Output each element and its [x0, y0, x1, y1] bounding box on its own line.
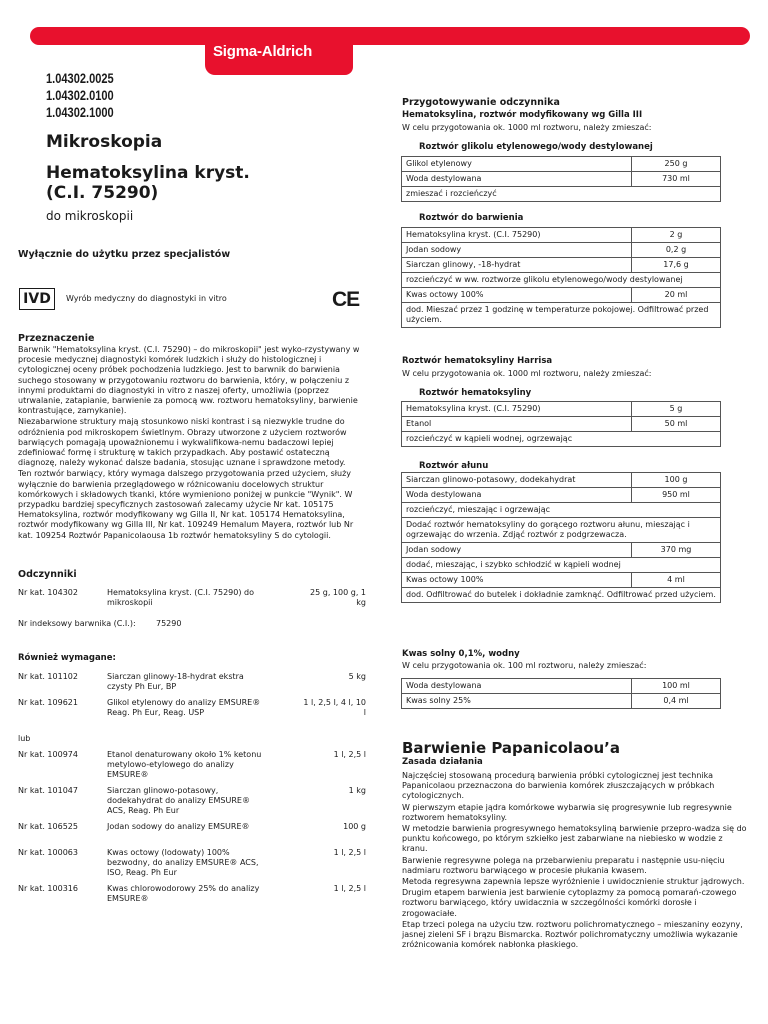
purpose-paragraph: Ten roztwór barwiący, który wymaga dalszego przygotowania przed użyciem, służy wyłącznie do barwienia przeglądowego w różnicowaniu docelowych struktur komórkowych i składowych tkanki, które wymieniono poniżej w punkcie "Wynik". W przypadku bardziej specyficznych zastosowań zalecamy użycie Nr kat. 105175 Hematoksylina, roztwór modyfikowany wg Gilla II, Nr kat. 105174 Hematoksylina, roztwór modyfikowany wg Gilla III, Nr kat. 109249 Hemalum Mayera, roztwór lub Nr kat. 109254 Roztwór Papanicolaousa 1b roztwór hematoksyliny S do cytologii. [18, 469, 354, 540]
reagent-name: Hematoksylina kryst. (C.I. 75290) do mikroskopii [107, 588, 254, 607]
purpose-paragraph: Niezabarwione struktury mają stosunkowo niski kontrast i są niezwykle trudne do odróżnienia pod mikroskopem świetlnym. Obrazy utworzone z użyciem roztworów barwiących pomagają upoważnionemu i wykwalifikowa-nemu badaczowi lepiej zdefiniować formę i strukturę w takich przypadkach. Aby postawić ostateczną diagnozę, należy wykonać dalsze badania, stosując uznane i sprawdzone metody. [18, 417, 347, 468]
table-cell-instruction: rozcieńczyć w ww. roztworze glikolu etylenowego/wody destylowanej [402, 273, 721, 288]
required-item-qty: 100 g [343, 822, 366, 831]
principle-paragraph: Etap trzeci polega na użyciu tzw. roztworu polichromatycznego – mieszaniny eozyny, jasnej zieleni SF i brązu Bismarcka. Roztwór polichromatyczny umożliwia wykazanie zróżnicowania komórek nabłonka płaskiego. [402, 919, 743, 950]
required-item-name: Kwas chlorowodorowy 25% do analizy EMSURE® [107, 884, 260, 903]
table-title: Roztwór ałunu [419, 461, 489, 471]
prep-heading: Przygotowywanie odczynnika [402, 97, 560, 108]
table-cell-instruction: dod. Odfiltrować do butelek i dokładnie zamknąć. Odfiltrować przed użyciem. [402, 588, 721, 603]
table-cell-instruction: Dodać roztwór hematoksyliny do gorącego roztworu ałunu, mieszając i ogrzewając do wrzenia. Zdjąć roztwór z podgrzewacza. [402, 518, 721, 543]
product-title-line2: (C.I. 75290) [46, 183, 159, 203]
required-item-qty: 1 l, 2,5 l [333, 848, 366, 857]
table-row [402, 228, 721, 243]
table-cell-component: Woda destylowana [402, 488, 632, 503]
table-cell-component: Hematoksylina kryst. (C.I. 75290) [402, 228, 632, 243]
required-item-cat: Nr kat. 106525 [18, 822, 78, 831]
product-title-line1: Hematoksylina kryst. [46, 163, 250, 183]
required-item-qty: 1 l, 2,5 l, 4 l, 10 l [303, 698, 366, 717]
purpose-heading: Przeznaczenie [18, 333, 95, 344]
required-item-qty: 1 kg [348, 786, 366, 795]
table-cell-instruction: zmieszać i rozcieńczyć [402, 187, 721, 202]
required-item-cat: Nr kat. 100063 [18, 848, 78, 857]
brand-logo: Sigma-Aldrich [213, 43, 313, 60]
table-row [402, 503, 721, 518]
principle-paragraph: W metodzie barwienia progresywnego hematoksyliną barwienie przepro-wadza się do punktu końcowego, po którym szkiełko jest zabarwiane na niebiesko w wodzie z kranu. [402, 824, 747, 854]
harris-intro: W celu przygotowania ok. 1000 ml roztworu, należy zmieszać: [402, 369, 652, 378]
table-cell-amount: 20 ml [632, 288, 721, 303]
required-item-cat: Nr kat. 100316 [18, 884, 78, 893]
dye-index-value: 75290 [156, 619, 182, 628]
reagent-qty: 25 g, 100 g, 1 kg [310, 588, 366, 607]
table-cell-amount: 0,4 ml [632, 694, 721, 709]
table-cell-component: Kwas octowy 100% [402, 573, 632, 588]
table-row [402, 679, 721, 694]
table-cell-component: Siarczan glinowy, -18-hydrat [402, 258, 632, 273]
ivd-text: Wyrób medyczny do diagnostyki in vitro [66, 294, 227, 303]
brand-bar [30, 27, 750, 45]
catalog-code: 1.04302.1000 [46, 105, 114, 120]
table-row [402, 417, 721, 432]
table-cell-amount: 370 mg [632, 543, 721, 558]
table-cell-instruction: rozcieńczyć, mieszając i ogrzewając [402, 503, 721, 518]
papanicolaou-heading: Barwienie Papanicolaou’a [402, 739, 620, 757]
hydrochloric-acid-table [401, 678, 721, 709]
table-row [402, 473, 721, 488]
table-cell-amount: 17,6 g [632, 258, 721, 273]
table-title: Roztwór hematoksyliny [419, 388, 532, 398]
table-cell-amount: 0,2 g [632, 243, 721, 258]
acid-intro: W celu przygotowania ok. 100 ml roztworu, należy zmieszać: [402, 661, 647, 670]
table-cell-component: Kwas octowy 100% [402, 288, 632, 303]
glycol-water-table [401, 156, 721, 202]
required-item-name: Siarczan glinowy-18-hydrat ekstra czysty Ph Eur, BP [107, 672, 244, 691]
required-item-name: Siarczan glinowo-potasowy, dodekahydrat do analizy EMSURE® ACS, Reag. Ph Eur [107, 786, 250, 815]
prep-intro: W celu przygotowania ok. 1000 ml roztworu, należy zmieszać: [402, 123, 652, 132]
purpose-text [18, 345, 370, 542]
required-item-cat: Nr kat. 100974 [18, 750, 78, 759]
table-cell-amount: 100 ml [632, 679, 721, 694]
table-cell-instruction: rozcieńczyć w kąpieli wodnej, ogrzewając [402, 432, 721, 447]
table-cell-amount: 5 g [632, 402, 721, 417]
principle-paragraph: W pierwszym etapie jądra komórkowe wybarwia się progresywnie lub regresywnie roztworem hematoksyliny. [402, 802, 732, 822]
principle-paragraph: Metoda regresywna zapewnia lepsze wyróżnienie i uwidocznienie struktur jądrowych. [402, 877, 745, 887]
principle-subheading: Zasada działania [402, 757, 483, 767]
table-row [402, 273, 721, 288]
table-row [402, 172, 721, 187]
table-cell-amount: 4 ml [632, 573, 721, 588]
table-cell-component: Woda destylowana [402, 172, 632, 187]
required-item-cat: Nr kat. 101047 [18, 786, 78, 795]
staining-solution-table [401, 227, 721, 328]
table-cell-component: Jodan sodowy [402, 543, 632, 558]
table-row [402, 187, 721, 202]
papanicolaou-text [402, 771, 747, 951]
catalog-code: 1.04302.0100 [46, 88, 114, 103]
required-item-name: Glikol etylenowy do analizy EMSURE® Reag. Ph Eur, Reag. USP [107, 698, 261, 717]
specialist-notice: Wyłącznie do użytku przez specjalistów [18, 249, 231, 260]
table-cell-amount: 730 ml [632, 172, 721, 187]
table-row [402, 558, 721, 573]
ce-mark-icon: CE [332, 288, 360, 311]
table-row [402, 543, 721, 558]
table-row [402, 518, 721, 543]
reagent-cat: Nr kat. 104302 [18, 588, 78, 597]
table-title: Roztwór do barwienia [419, 213, 524, 223]
required-item-name: Jodan sodowy do analizy EMSURE® [107, 822, 250, 831]
table-cell-amount: 100 g [632, 473, 721, 488]
table-cell-amount: 50 ml [632, 417, 721, 432]
harris-heading: Roztwór hematoksyliny Harrisa [402, 356, 553, 366]
principle-paragraph: Barwienie regresywne polega na przebarwieniu preparatu i następnie usu-nięciu nadmiaru roztworu barwiącego w procesie płukania kwasem. [402, 855, 725, 875]
prep-subheading: Hematoksylina, roztwór modyfikowany wg Gilla III [402, 110, 643, 120]
acid-heading: Kwas solny 0,1%, wodny [402, 649, 520, 659]
alum-solution-table [401, 472, 721, 603]
table-cell-amount: 2 g [632, 228, 721, 243]
required-item-cat: Nr kat. 109621 [18, 698, 78, 707]
table-cell-component: Glikol etylenowy [402, 157, 632, 172]
table-cell-component: Siarczan glinowo-potasowy, dodekahydrat [402, 473, 632, 488]
section-title: Mikroskopia [46, 132, 163, 152]
table-cell-amount: 950 ml [632, 488, 721, 503]
product-title [46, 163, 250, 203]
table-row [402, 402, 721, 417]
dye-index-label: Nr indeksowy barwnika (C.I.): [18, 619, 136, 628]
table-title: Roztwór glikolu etylenowego/wody destylowanej [419, 142, 653, 152]
table-cell-component: Etanol [402, 417, 632, 432]
table-row [402, 258, 721, 273]
principle-paragraph: Drugim etapem barwienia jest barwienie cytoplazmy za pomocą pomarań-czowego roztworu barwiącego, który uwidacznia w szczególności komórki dorosłe i zrogowaciałe. [402, 888, 737, 918]
table-row [402, 157, 721, 172]
required-item-qty: 5 kg [348, 672, 366, 681]
table-cell-instruction: dodać, mieszając, i szybko schłodzić w kąpieli wodnej [402, 558, 721, 573]
table-cell-amount: 250 g [632, 157, 721, 172]
table-cell-component: Jodan sodowy [402, 243, 632, 258]
or-label: lub [18, 734, 31, 743]
product-subtitle: do mikroskopii [46, 209, 134, 223]
required-item-name: Kwas octowy (lodowaty) 100% bezwodny, do analizy EMSURE® ACS, ISO, Reag. Ph Eur [107, 848, 259, 877]
required-item-qty: 1 l, 2,5 l [333, 750, 366, 759]
principle-paragraph: Najczęściej stosowaną procedurą barwienia próbki cytologicznej jest technika Papanicolaou przeznaczona do barwienia komórek złuszczających w próbkach cytologicznych. [402, 771, 715, 801]
required-item-qty: 1 l, 2,5 l [333, 884, 366, 893]
table-cell-instruction: dod. Mieszać przez 1 godzinę w temperaturze pokojowej. Odfiltrować przed użyciem. [402, 303, 721, 328]
ivd-badge: IVD [19, 288, 55, 310]
table-row [402, 432, 721, 447]
required-item-cat: Nr kat. 101102 [18, 672, 78, 681]
table-row [402, 573, 721, 588]
table-cell-component: Woda destylowana [402, 679, 632, 694]
reagents-heading: Odczynniki [18, 569, 77, 580]
purpose-paragraph: Barwnik "Hematoksylina kryst. (C.I. 75290) – do mikroskopii" jest wyko-rzystywany w procesie medycznej diagnostyki komórek ludzkich i służy do histologicznej i cytologicznej oceny próbek pochodzenia ludzkiego. Jest to barwnik do barwienia suchego stosowany w przygotowaniu roztworu do barwienia, który, w połączeniu z innymi produktami do diagnostyki in vitro z naszej oferty, umożliwia (poprzez utrwalanie, zatapianie, barwienie za pomocą ww. roztworu hematoksyliny, barwienie kontrastujące, zamykanie). [18, 345, 360, 416]
table-cell-component: Kwas solny 25% [402, 694, 632, 709]
catalog-codes [46, 70, 114, 121]
table-row [402, 694, 721, 709]
table-row [402, 588, 721, 603]
required-item-name: Etanol denaturowany około 1% ketonu metylowo-etylowego do analizy EMSURE® [107, 750, 262, 779]
table-row [402, 243, 721, 258]
table-row [402, 488, 721, 503]
hematoxylin-solution-table [401, 401, 721, 447]
table-row [402, 303, 721, 328]
also-required-heading: Również wymagane: [18, 653, 116, 663]
catalog-code: 1.04302.0025 [46, 71, 114, 86]
table-cell-component: Hematoksylina kryst. (C.I. 75290) [402, 402, 632, 417]
table-row [402, 288, 721, 303]
